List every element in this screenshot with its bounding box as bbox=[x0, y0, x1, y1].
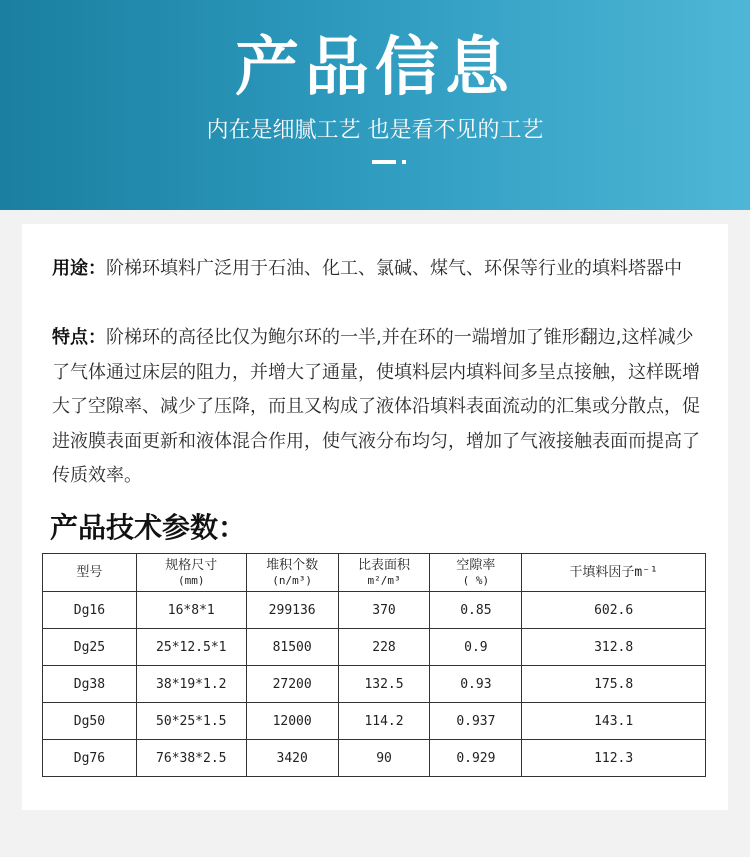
table-cell: Dg25 bbox=[43, 629, 137, 666]
spec-table bbox=[42, 553, 706, 777]
table-cell: Dg38 bbox=[43, 666, 137, 703]
header-cell: 干填料因子m⁻¹ bbox=[522, 554, 706, 592]
table-cell: 312.8 bbox=[522, 629, 706, 666]
table-cell: 16*8*1 bbox=[136, 592, 246, 629]
table-row bbox=[43, 629, 706, 666]
divider-dot bbox=[402, 160, 406, 164]
specs-heading: 产品技术参数： bbox=[50, 511, 247, 544]
header-cell: 空隙率 ( %) bbox=[430, 554, 522, 592]
table-cell: 228 bbox=[338, 629, 430, 666]
table-cell: Dg50 bbox=[43, 703, 137, 740]
table-cell: 38*19*1.2 bbox=[136, 666, 246, 703]
table-cell: 132.5 bbox=[338, 666, 430, 703]
table-cell: 112.3 bbox=[522, 740, 706, 777]
header-cell: 堆积个数 (n/m³) bbox=[246, 554, 338, 592]
table-cell: 114.2 bbox=[338, 703, 430, 740]
table-cell: 0.9 bbox=[430, 629, 522, 666]
table-cell: 12000 bbox=[246, 703, 338, 740]
header-cell: 型号 bbox=[43, 554, 137, 592]
table-cell: 0.85 bbox=[430, 592, 522, 629]
features-label: 特点： bbox=[52, 327, 106, 348]
table-cell: 299136 bbox=[246, 592, 338, 629]
table-cell: 0.937 bbox=[430, 703, 522, 740]
table-row bbox=[43, 740, 706, 777]
content-card bbox=[22, 224, 728, 810]
table-cell: 370 bbox=[338, 592, 430, 629]
table-cell: 3420 bbox=[246, 740, 338, 777]
table-cell: 0.93 bbox=[430, 666, 522, 703]
table-cell: 143.1 bbox=[522, 703, 706, 740]
table-cell: 602.6 bbox=[522, 592, 706, 629]
table-header-row bbox=[43, 554, 706, 592]
table-cell: 27200 bbox=[246, 666, 338, 703]
table-cell: 90 bbox=[338, 740, 430, 777]
table-cell: 50*25*1.5 bbox=[136, 703, 246, 740]
table-row bbox=[43, 592, 706, 629]
usage-label: 用途： bbox=[52, 258, 106, 279]
header-cell: 规格尺寸 (mm) bbox=[136, 554, 246, 592]
header-cell: 比表面积 m²/m³ bbox=[338, 554, 430, 592]
table-row bbox=[43, 703, 706, 740]
table-cell: 25*12.5*1 bbox=[136, 629, 246, 666]
table-cell: Dg16 bbox=[43, 592, 137, 629]
features-paragraph bbox=[52, 321, 708, 494]
table-cell: 0.929 bbox=[430, 740, 522, 777]
table-cell: 81500 bbox=[246, 629, 338, 666]
header-banner bbox=[0, 0, 750, 210]
table-cell: 76*38*2.5 bbox=[136, 740, 246, 777]
table-cell: Dg76 bbox=[43, 740, 137, 777]
features-text: 阶梯环的高径比仅为鲍尔环的一半,并在环的一端增加了锥形翻边,这样减少了气体通过床层的阻力，并增大了通量，使填料层内填料间多呈点接触，这样既增大了空隙率、减少了压降，而且又构成了液体沿填料表面流动的汇集或分散点，促进液膜表面更新和液体混合作用，使气液分布均匀，增加了气液接触表面而提高了传质效率。 bbox=[52, 327, 700, 486]
table-cell: 175.8 bbox=[522, 666, 706, 703]
page-subtitle: 内在是细腻工艺 也是看不见的工艺 bbox=[206, 118, 544, 143]
page-title: 产品信息 bbox=[235, 31, 515, 105]
table-row bbox=[43, 666, 706, 703]
usage-paragraph bbox=[52, 252, 708, 287]
divider-dash bbox=[372, 160, 396, 164]
usage-text: 阶梯环填料广泛用于石油、化工、氯碱、煤气、环保等行业的填料塔器中 bbox=[106, 258, 682, 279]
